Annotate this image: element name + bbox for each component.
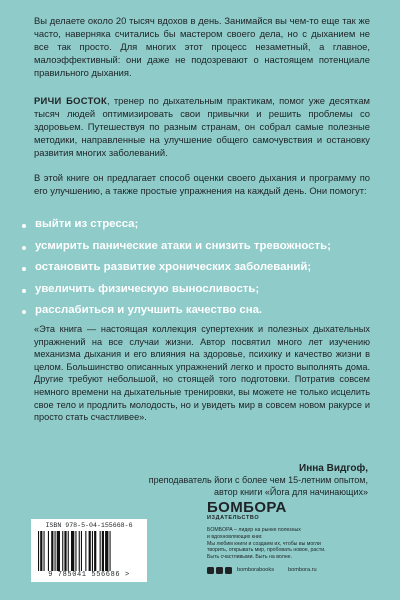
publisher-block [207,500,375,574]
barcode-block [31,519,147,582]
barcode-icon [36,531,142,571]
social-icons [207,567,232,574]
reviewer-title: преподаватель йоги с более чем 15-летним опытом, [148,475,368,485]
publisher-footer [207,567,375,574]
bullet-dot-icon [22,224,26,228]
publisher-description: БОМБОРА – лидер на рынке полезных и вдохновляющих книг. Мы любим книги и создаем их, чтобы вы могли творить, открывать мир, пробовать новое, расти. Быть счастливыми. Быть на волне. [207,527,326,561]
list-item: увеличить физическую выносливость; [22,279,331,301]
isbn-label: ISBN 978-5-04-155668-6 [45,522,133,529]
list-item: выйти из стресса; [22,214,331,236]
bullet-dot-icon [22,289,26,293]
list-item: усмирить панические атаки и снизить тревожность; [22,236,331,258]
telegram-icon [216,567,223,574]
lead-paragraph: В этой книге он предлагает способ оценки своего дыхания и программу по его улучшению, а также простые упражнения на каждый день. Они помогут: [34,172,370,196]
barcode-digits: 9 785041 556686 > [48,571,130,579]
intro-paragraph: Вы делаете около 20 тысяч вдохов в день. Занимайся вы чем-то еще так же часто, наверняка считались бы мастером своего дела, но с дыханием не все так просто. Для многих этот процесс незаметный, а главное, малоэффективный: они даже не подозревают о настоящем потенциале правильного дыхания. [34,15,370,78]
social-handle: bomborabooks [237,567,275,574]
author-paragraph [34,94,370,159]
reviewer-name: Инна Видгоф, [299,463,368,474]
author-bio: , тренер по дыхательным практикам, помог уже десяткам тысяч людей оптимизировать свои привычки и решить проблемы со здоровьем. Путешествуя по разным странам, он собрал самые полезные методики, направленные на улучшение общего самочувствия и остановку развития многих заболеваний. [34,95,370,158]
publisher-logo: БОМБОРА [207,499,287,516]
review-quote: «Эта книга — настоящая коллекция супертехник и полезных дыхательных упражнений на все случаи жизни. Автор посвятил много лет изучению механизма дыхания и его влияния на здоровье, психику и качество жизни в целом. Большинство описанных упражнений легко и просто выполнять дома. Другие требуют небольшой, но стоящей того подготовки. Потратив совсем немного времени на дыхательные тренировки, вы можете не только исцелить свое тело и продлить молодость, но и увидеть мир в совсем новом ракурсе и просто стать счастливее». [34,324,370,423]
benefits-list [22,214,331,322]
bullet-dot-icon [22,267,26,271]
youtube-icon [225,567,232,574]
quote-signature [149,462,368,498]
list-item: остановить развитие хронических заболеваний; [22,257,331,279]
vk-icon [207,567,214,574]
publisher-website: bombora.ru [288,567,317,574]
bullet-dot-icon [22,246,26,250]
reviewer-book: автор книги «Йога для начинающих» [214,486,368,497]
publisher-subtitle: ИЗДАТЕЛЬСТВО [207,515,260,521]
author-name: РИЧИ БОСТОК [34,95,107,106]
bullet-dot-icon [22,310,26,314]
list-item: расслабиться и улучшить качество сна. [22,300,331,322]
